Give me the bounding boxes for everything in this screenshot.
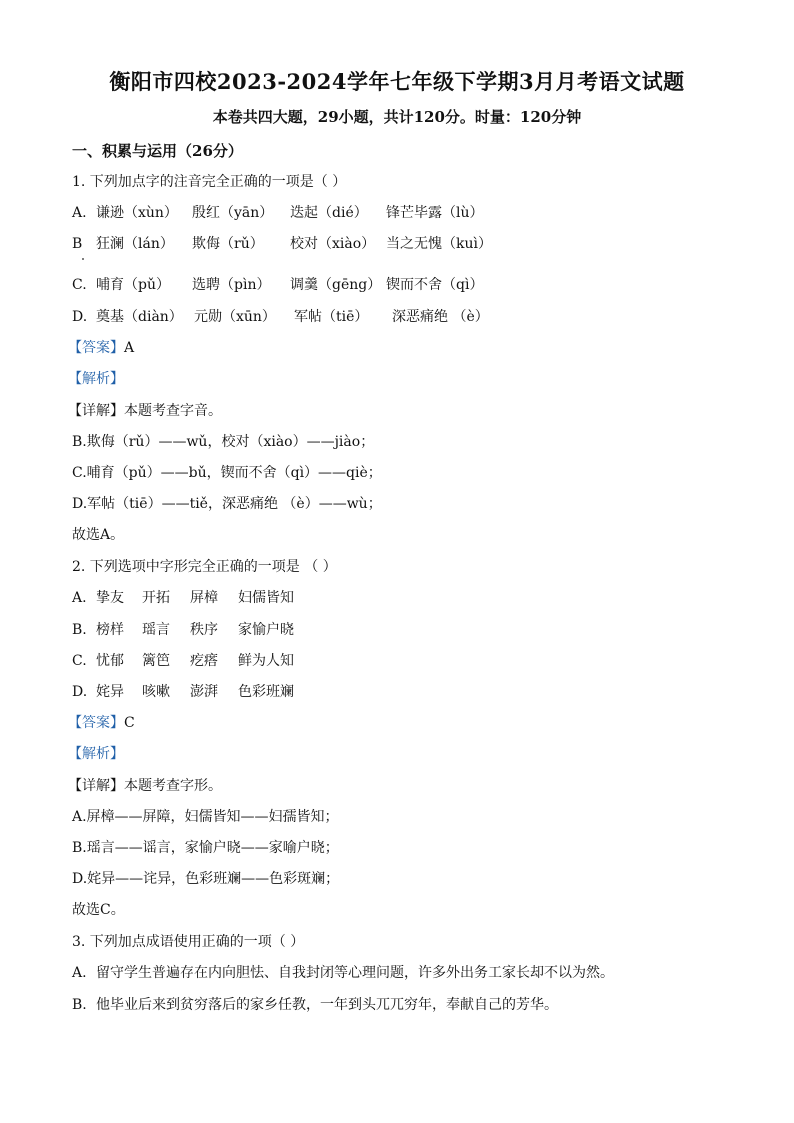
question-1-option-d (72, 307, 489, 327)
explanation-line: B.瑶言——谣言，家愉户晓——家喻户晓； (72, 840, 339, 856)
page-subtitle: 本卷共四大题，29小题，共计120分。时量：120分钟 (212, 108, 582, 126)
option-item: 锲而不舍（qì） (386, 277, 484, 293)
option-item: 选聘（pìn） (192, 277, 271, 293)
option-label: A. (72, 590, 87, 606)
question-2-detail (68, 776, 222, 796)
option-item: 哺育（pǔ） (96, 277, 170, 293)
option-label: A. (72, 965, 87, 981)
option-item: 秩序 (190, 622, 218, 638)
detail-tag: 【详解】 (68, 403, 124, 419)
question-2-answer (68, 713, 135, 733)
answer-value: A (124, 340, 135, 356)
option-item: 元勋（xūn） (194, 309, 276, 325)
question-1-detail (68, 401, 222, 421)
option-item: 妇儒皆知 (238, 590, 294, 606)
option-item: 疙瘩 (190, 653, 218, 669)
question-2-option-a (72, 588, 294, 608)
page-title: 衡阳市四校2023-2024学年七年级下学期3月月考语文试题 (109, 69, 685, 94)
option-item: 欺侮（rǔ） (192, 236, 264, 252)
question-1-answer (68, 338, 134, 358)
option-item: 挚友 (96, 590, 124, 606)
explanation-line: D.军帖（tiē）——tiě，深恶痛绝 （è）——wù； (72, 496, 382, 512)
option-label: B. (72, 622, 87, 638)
option-item: 篱笆 (142, 653, 170, 669)
stray-mark (82, 258, 84, 260)
conclusion: 故选C。 (72, 902, 125, 918)
option-label: B. (72, 997, 87, 1013)
question-3-option-a (72, 963, 614, 983)
question-1-option-b (72, 234, 492, 254)
question-3-option-b (72, 995, 558, 1015)
question-2-option-d (72, 682, 294, 702)
option-item: 军帖（tiē） (294, 309, 369, 325)
option-item: 鲜为人知 (238, 653, 294, 669)
option-item: 忧郁 (96, 653, 124, 669)
explanation-line: D.姹异——诧异，色彩班斓——色彩斑斓； (72, 871, 340, 887)
option-label: A. (72, 205, 87, 221)
option-item: 瑶言 (142, 622, 170, 638)
question-1-option-c (72, 275, 483, 295)
option-item: 姹异 (96, 684, 124, 700)
option-item: 锋芒毕露（lù） (386, 205, 484, 221)
answer-value: C (124, 715, 135, 731)
option-label: D. (72, 684, 88, 700)
option-item: 狂澜（lán） (96, 236, 174, 252)
analysis-tag: 【解析】 (68, 371, 124, 387)
option-item: 当之无愧（kuì） (386, 236, 492, 252)
question-1-option-a (72, 203, 484, 223)
question-3-stem: 3. 下列加点成语使用正确的一项（ ） (72, 934, 305, 950)
option-item: 色彩班斓 (238, 684, 294, 700)
option-text: 他毕业后来到贫穷落后的家乡任教，一年到头兀兀穷年，奉献自己的芳华。 (96, 997, 558, 1013)
option-item: 澎湃 (190, 684, 218, 700)
option-item: 谦逊（xùn） (96, 205, 178, 221)
explanation-line: B.欺侮（rǔ）——wǔ，校对（xiào）——jiào； (72, 434, 375, 450)
question-2-option-c (72, 651, 294, 671)
option-text: 留守学生普遍存在内向胆怯、自我封闭等心理问题，许多外出务工家长却不以为然。 (96, 965, 614, 981)
question-2-option-b (72, 620, 294, 640)
option-item: 开拓 (142, 590, 170, 606)
question-1-stem: 1. 下列加点字的注音完全正确的一项是（ ） (72, 174, 347, 190)
option-item: 榜样 (96, 622, 124, 638)
option-item: 家愉户晓 (238, 622, 294, 638)
option-item: 迭起（dié） (290, 205, 368, 221)
option-label: C. (72, 277, 87, 293)
answer-tag: 【答案】 (68, 715, 124, 731)
detail-text: 本题考查字音。 (124, 403, 222, 419)
option-item: 校对（xiào） (290, 236, 376, 252)
option-item: 深恶痛绝 （è） (392, 309, 489, 325)
option-label: B (72, 236, 83, 252)
option-item: 殷红（yān） (192, 205, 274, 221)
conclusion: 故选A。 (72, 527, 125, 543)
detail-text: 本题考查字形。 (124, 778, 222, 794)
detail-tag: 【详解】 (68, 778, 124, 794)
option-item: 调羹（gēng） (290, 277, 382, 293)
explanation-line: A.屏樟——屏障，妇儒皆知——妇孺皆知； (72, 809, 339, 825)
option-item: 屏樟 (190, 590, 218, 606)
explanation-line: C.哺育（pǔ）——bǔ，锲而不舍（qì）——qiè； (72, 465, 382, 481)
option-label: C. (72, 653, 87, 669)
section-heading: 一、积累与运用（26分） (72, 142, 243, 160)
option-item: 奠基（diàn） (96, 309, 183, 325)
analysis-tag: 【解析】 (68, 746, 124, 762)
option-item: 咳嗽 (142, 684, 170, 700)
answer-tag: 【答案】 (68, 340, 124, 356)
question-2-stem: 2. 下列选项中字形完全正确的一项是 （ ） (72, 559, 337, 575)
option-label: D. (72, 309, 88, 325)
